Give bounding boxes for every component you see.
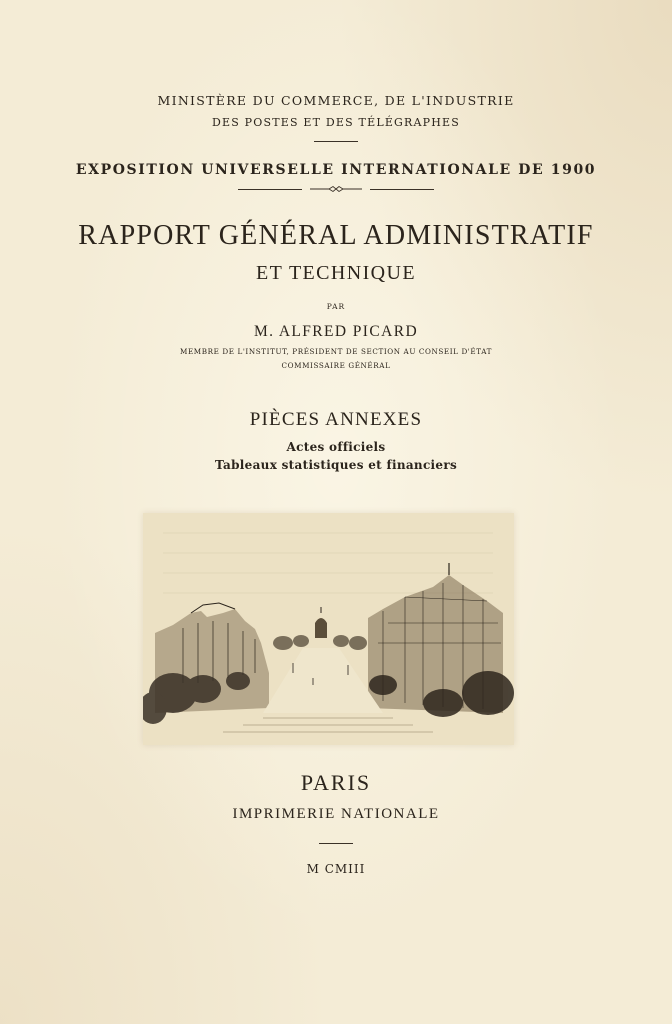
ornament-divider — [310, 185, 362, 193]
author-role-1: MEMBRE DE L'INSTITUT, PRÉSIDENT DE SECTION AU CONSEIL D'ÉTAT — [179, 347, 493, 356]
street-scene-illustration — [143, 513, 514, 745]
ministry-line-1: MINISTÈRE DU COMMERCE, DE L'INDUSTRIE — [157, 93, 515, 108]
main-title-line-2: ET TECHNIQUE — [256, 262, 416, 284]
divider-rule-2 — [238, 189, 302, 190]
divider-rule-1 — [314, 141, 358, 142]
imprint-printer: IMPRIMERIE NATIONALE — [232, 806, 440, 822]
imprint-year: M CMIII — [306, 862, 366, 876]
main-title-line-1: RAPPORT GÉNÉRAL ADMINISTRATIF — [78, 220, 594, 251]
imprint-city: PARIS — [300, 770, 372, 795]
divider-rule-3 — [370, 189, 434, 190]
author-name: M. ALFRED PICARD — [253, 323, 419, 340]
par-label: PAR — [326, 302, 346, 311]
section-subtitle-2: Tableaux statistiques et financiers — [214, 458, 458, 472]
ministry-line-2: DES POSTES ET DES TÉLÉGRAPHES — [211, 116, 461, 129]
author-role-2: COMMISSAIRE GÉNÉRAL — [281, 361, 391, 370]
section-heading: PIÈCES ANNEXES — [249, 409, 423, 430]
exposition-line: EXPOSITION UNIVERSELLE INTERNATIONALE DE 1900 — [75, 162, 597, 178]
section-subtitle-1: Actes officiels — [286, 440, 386, 454]
engraving-illustration — [143, 513, 514, 745]
divider-rule-4 — [319, 843, 353, 844]
